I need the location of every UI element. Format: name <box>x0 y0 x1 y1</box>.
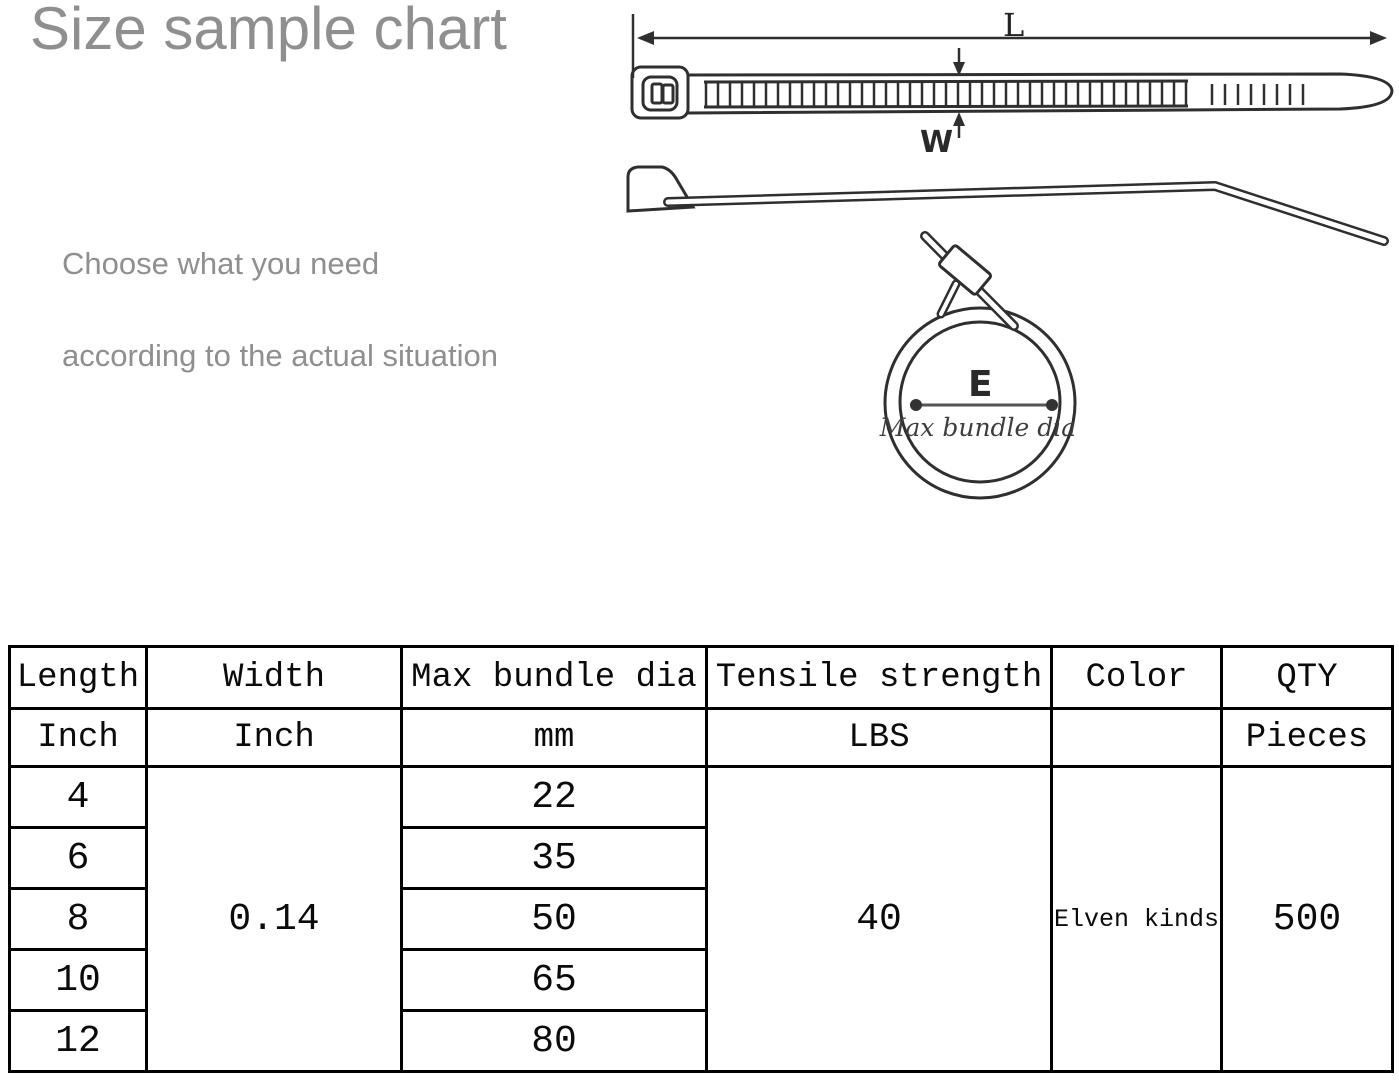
loop-caption: Max bundle dia <box>879 413 1077 442</box>
col-header-color: Color <box>1052 647 1222 709</box>
qty-merged-cell: 500 <box>1222 767 1393 1072</box>
unit-tensile: LBS <box>707 709 1052 767</box>
width-merged-cell: 0.14 <box>147 767 402 1072</box>
loop-dia-label: E <box>968 364 993 405</box>
unit-color <box>1052 709 1222 767</box>
tie-tip-ticks <box>1212 84 1303 105</box>
color-merged-cell: Elven kinds <box>1052 767 1222 1072</box>
tensile-merged-cell: 40 <box>707 767 1052 1072</box>
length-label: L <box>1003 6 1025 44</box>
dia-cell: 50 <box>402 889 707 950</box>
unit-qty: Pieces <box>1222 709 1393 767</box>
header-row <box>10 647 1393 709</box>
size-table <box>8 645 1394 1073</box>
table-row <box>10 767 1393 828</box>
dia-cell: 65 <box>402 950 707 1011</box>
length-cell: 10 <box>10 950 147 1011</box>
col-header-qty: QTY <box>1222 647 1393 709</box>
dia-cell: 35 <box>402 828 707 889</box>
length-cell: 12 <box>10 1011 147 1072</box>
tie-top-view <box>632 6 1392 160</box>
intro-line-2: according to the actual situation <box>62 338 498 373</box>
unit-width: Inch <box>147 709 402 767</box>
tie-ribs <box>706 82 1186 107</box>
col-header-width: Width <box>147 647 402 709</box>
length-cell: 8 <box>10 889 147 950</box>
length-cell: 4 <box>10 767 147 828</box>
unit-dia: mm <box>402 709 707 767</box>
width-label: W <box>920 125 954 160</box>
page-title: Size sample chart <box>30 0 507 62</box>
unit-row <box>10 709 1393 767</box>
length-cell: 6 <box>10 828 147 889</box>
dia-cell: 22 <box>402 767 707 828</box>
col-header-dia: Max bundle dia <box>402 647 707 709</box>
unit-length: Inch <box>10 709 147 767</box>
intro-line-1: Choose what you need <box>62 246 380 281</box>
tie-side-view <box>628 167 1384 241</box>
col-header-tensile: Tensile strength <box>707 647 1052 709</box>
dia-cell: 80 <box>402 1011 707 1072</box>
tie-loop-view <box>879 236 1076 498</box>
col-header-length: Length <box>10 647 147 709</box>
